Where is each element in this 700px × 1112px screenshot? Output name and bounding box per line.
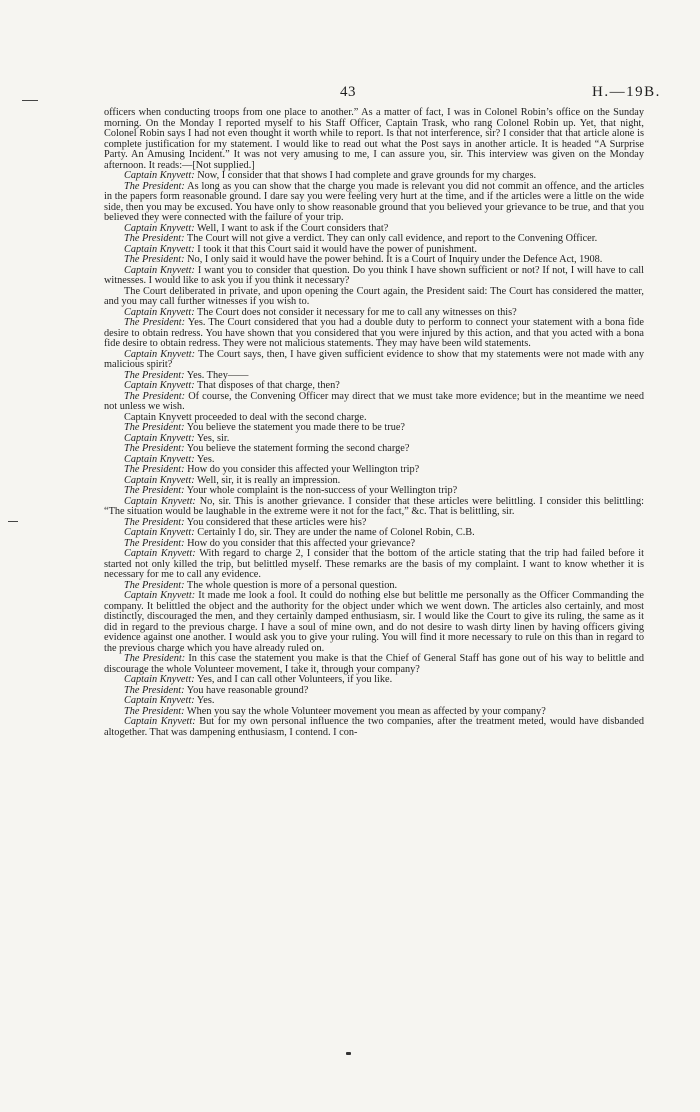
paragraph-text: It made me look a fool. It could do nothing else but belittle me personally as the Officer Commanding the company. It belittled the object and the authority for the object under which we went down. The articles also certainly, and most distinctly, discouraged the men, and they certainly damped enthusiasm, sir. I would like the Court to give its ruling, the same as it did in regard to the previous charge. I have a soul of mine own, and do not desire to wash dirty linen by having officers giving evidence against one another. I would ask you to give your ruling. You will find it more necessary to rule on this than in regard to the previous charge which you have already ruled on. [104, 590, 644, 654]
speaker-label: Captain Knyvett: [124, 474, 195, 486]
paragraph [104, 717, 644, 738]
paragraph-text: How do you consider that this affected your grievance? [187, 537, 416, 549]
paragraph-text: I want you to consider that question. Do you think I have shown sufficient or not? If not, I will have to call witnesses. I would like to ask you if you think it necessary? [104, 264, 644, 286]
speaker-label: Captain Knyvett: [124, 453, 195, 465]
paragraph-text: You believe the statement forming the second charge? [186, 443, 410, 454]
paragraph-text: The whole question is more of a personal question. [186, 579, 398, 591]
printer-mark [346, 1052, 351, 1055]
paragraph-text: In this case the statement you make is that the Chief of General Staff has gone out of his way to belittle and discourage the whole Volunteer movement, I take it, through your company? [104, 653, 645, 675]
speaker-label: The President: [124, 684, 185, 696]
speaker-label: The President: [124, 180, 185, 192]
paragraph-text: The Court says, then, I have given sufficient evidence to show that my statements were not made with any malicious spirit? [104, 348, 644, 370]
speaker-label: Captain Knyvett: [124, 695, 195, 706]
speaker-label: Captain Knyvett: [124, 674, 195, 685]
paragraph-text: You believe the statement you made there to be true? [186, 422, 405, 433]
paragraph [104, 675, 644, 686]
page-header [0, 84, 700, 104]
speaker-label: Captain Knyvett: [124, 264, 195, 276]
paragraph-text: You considered that these articles were his? [186, 516, 367, 528]
margin-mark-left [8, 521, 18, 522]
speaker-label: Captain Knyvett: [124, 495, 196, 507]
paragraph-text: officers when conducting troops from one place to another.” As a matter of fact, I was in Colonel Robin’s office on the Sunday morning. On the Monday I reported myself to his Staff Officer, Captain Trask, who rang Colonel Robin up. Yet, that night, Colonel Robin says I had not even thought it worth while to report. Is that not interference, sir? I consider that that article alone is complete justification for my statement. I would like to read out what the Post says in another article. It is headed “A Surprise Party. An Amusing Incident.” It was not very amusing to me, I can assure you, sir. This interview was given on the Monday afternoon. It reads:—[Not supplied.] [104, 107, 644, 171]
paragraph-text: Yes. The Court considered that you had a double duty to perform to connect your statement with a bona fide desire to obtain redress. You have shown that you considered that you were injured by this action, and that you acted with a bona fide desire to obtain redress. They were not malicious statements. They may have been wild statements. [104, 317, 644, 349]
speaker-label: Captain Knyvett: [124, 306, 195, 318]
paragraph [104, 108, 644, 171]
speaker-label: Captain Knyvett: [124, 222, 195, 234]
paragraph-text: Certainly I do, sir. They are under the name of Colonel Robin, C.B. [197, 527, 475, 538]
paragraph-text: Captain Knyvett proceeded to deal with the second charge. [124, 411, 367, 423]
paragraph-text: The Court will not give a verdict. They can only call evidence, and report to the Convening Officer. [186, 233, 598, 244]
paragraph-text: As long as you can show that the charge you made is relevant you did not commit an offence, and the articles in the papers form reasonable ground. I dare say you were feeling very hurt at the time, and if the articles were a little on the wide side, then you may be excused. You have only to show reasonable ground that you believed your grievance to be true, and that you believed they were connected with the failure of your trip. [104, 180, 644, 223]
speaker-label: Captain Knyvett: [124, 432, 195, 444]
paragraph-text: How do you consider this affected your Wellington trip? [187, 464, 420, 475]
document-body [104, 108, 644, 738]
speaker-label: The President: [124, 369, 185, 381]
paragraph-text: The Court does not consider it necessary for me to call any witnesses on this? [197, 306, 517, 318]
paragraph [104, 266, 644, 287]
paragraph-text: Yes. They—— [186, 369, 249, 381]
speaker-label: Captain Knyvett: [124, 243, 195, 255]
speaker-label: Captain Knyvett: [124, 380, 195, 391]
paragraph-text: Yes. [196, 453, 215, 465]
paragraph-text: Your whole complaint is the non-success of your Wellington trip? [186, 485, 458, 496]
paragraph [104, 497, 644, 518]
speaker-label: The President: [124, 317, 186, 328]
speaker-label: The President: [124, 705, 185, 717]
paragraph [104, 591, 644, 654]
speaker-label: The President: [124, 464, 185, 475]
speaker-label: The President: [124, 422, 185, 433]
paragraph [104, 654, 644, 675]
paragraph-text: Yes. [196, 695, 215, 706]
speaker-label: Captain Knyvett: [124, 348, 196, 360]
document-reference: H.—19B. [592, 84, 661, 100]
speaker-label: Captain Knyvett: [124, 716, 196, 727]
speaker-label: The President: [124, 516, 185, 528]
paragraph-text: But for my own personal influence the two companies, after the treatment meted, would have disbanded altogether. That was dampening enthusiasm, I contend. I con- [104, 716, 644, 738]
paragraph-text: That disposes of that charge, then? [197, 380, 340, 391]
speaker-label: Captain Knyvett: [124, 170, 195, 181]
paragraph-text: Well, I want to ask if the Court considers that? [197, 222, 389, 234]
speaker-label: The President: [124, 579, 185, 591]
speaker-label: The President: [124, 653, 186, 664]
paragraph-text: No, sir. This is another grievance. I consider that these articles were belittling. I consider this belittling: “The situation would be laughable in the extreme were it not for the fact,” &c. That is belittling, sir. [104, 495, 645, 517]
paragraph [104, 182, 644, 224]
speaker-label: The President: [124, 390, 186, 402]
speaker-label: The President: [124, 254, 185, 265]
paragraph [104, 350, 644, 371]
paragraph-text: With regard to charge 2, I consider that the bottom of the article stating that the trip had failed before it started not only killed the trip, but belittled myself. These remarks are the basis of my complaint. I want to know whether it is necessary for me to call any evidence. [104, 548, 645, 580]
speaker-label: The President: [124, 233, 185, 244]
speaker-label: Captain Knyvett: [124, 527, 195, 538]
page-number: 43 [340, 84, 356, 100]
paragraph-text: Well, sir, it is really an impression. [197, 474, 341, 486]
paragraph-text: No, I only said it would have the power behind. It is a Court of Inquiry under the Defence Act, 1908. [187, 254, 603, 265]
speaker-label: The President: [124, 537, 185, 549]
paragraph-text: You have reasonable ground? [186, 684, 309, 696]
speaker-label: Captain Knyvett: [124, 548, 196, 559]
paragraph [104, 392, 644, 413]
paragraph-text: When you say the whole Volunteer movement you mean as affected by your company? [186, 705, 546, 717]
paragraph-text: Yes, and I can call other Volunteers, if you like. [196, 674, 393, 685]
paragraph-text: Now, I consider that that shows I had complete and grave grounds for my charges. [197, 170, 537, 181]
paragraph [104, 318, 644, 350]
paragraph-text: Yes, sir. [196, 432, 230, 444]
paragraph-text: The Court deliberated in private, and upon opening the Court again, the President said: The Court has considered the matter, and you may call further witnesses if you wish to. [104, 285, 644, 307]
speaker-label: The President: [124, 443, 185, 454]
speaker-label: Captain Knyvett: [124, 590, 196, 601]
margin-mark-left [22, 100, 38, 101]
paragraph [104, 549, 644, 581]
speaker-label: The President: [124, 485, 185, 496]
paragraph [104, 287, 644, 308]
paragraph-text: Of course, the Convening Officer may direct that we must take more evidence; but in the meantime we need not unless we wish. [104, 390, 645, 412]
paragraph-text: I took it that this Court said it would have the power of punishment. [197, 243, 477, 255]
